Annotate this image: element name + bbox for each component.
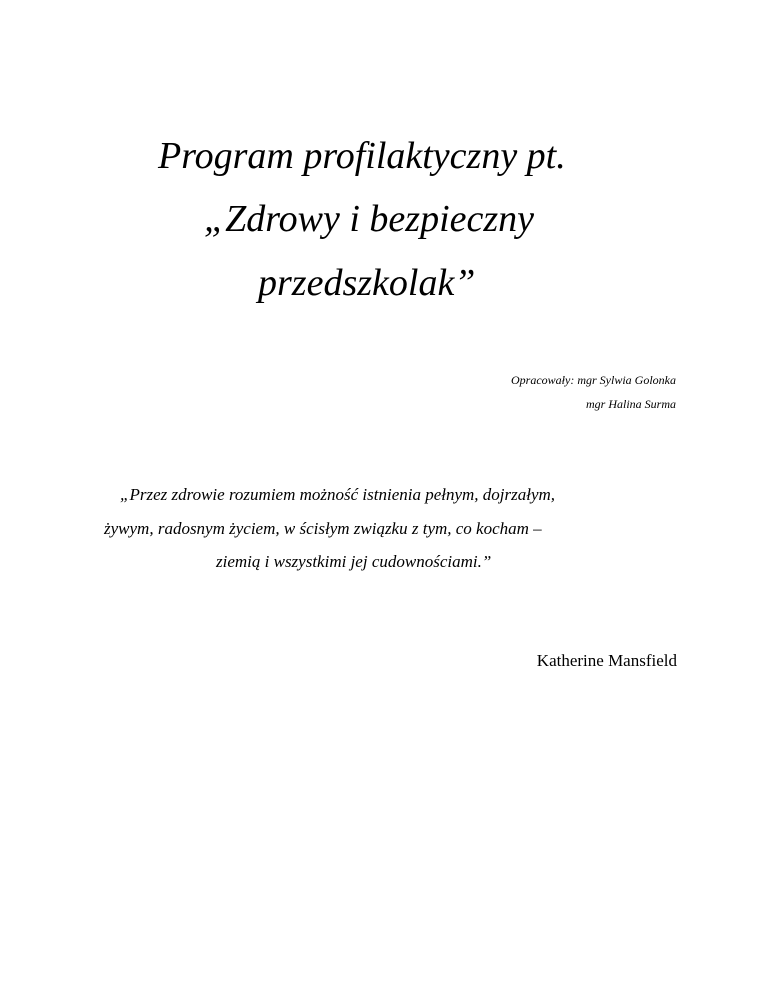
title-line-3: przedszkolak”: [258, 262, 476, 304]
quote-line-1: „Przez zdrowie rozumiem możność istnienia pełnym, dojrzałym,: [120, 485, 556, 504]
credit-authors-line: Opracowały: mgr Sylwia Golonka: [511, 373, 676, 387]
credit-second-author-line: mgr Halina Surma: [585, 397, 676, 411]
quote-author: Katherine Mansfield: [536, 651, 677, 670]
title-line-2: „Zdrowy i bezpieczny: [204, 198, 535, 240]
quote-line-2: żywym, radosnym życiem, w ścisłym związku z tym, co kocham –: [104, 519, 542, 538]
quote-line-3: ziemią i wszystkimi jej cudownościami.”: [216, 552, 492, 571]
title-line-1: Program profilaktyczny pt.: [158, 135, 566, 177]
